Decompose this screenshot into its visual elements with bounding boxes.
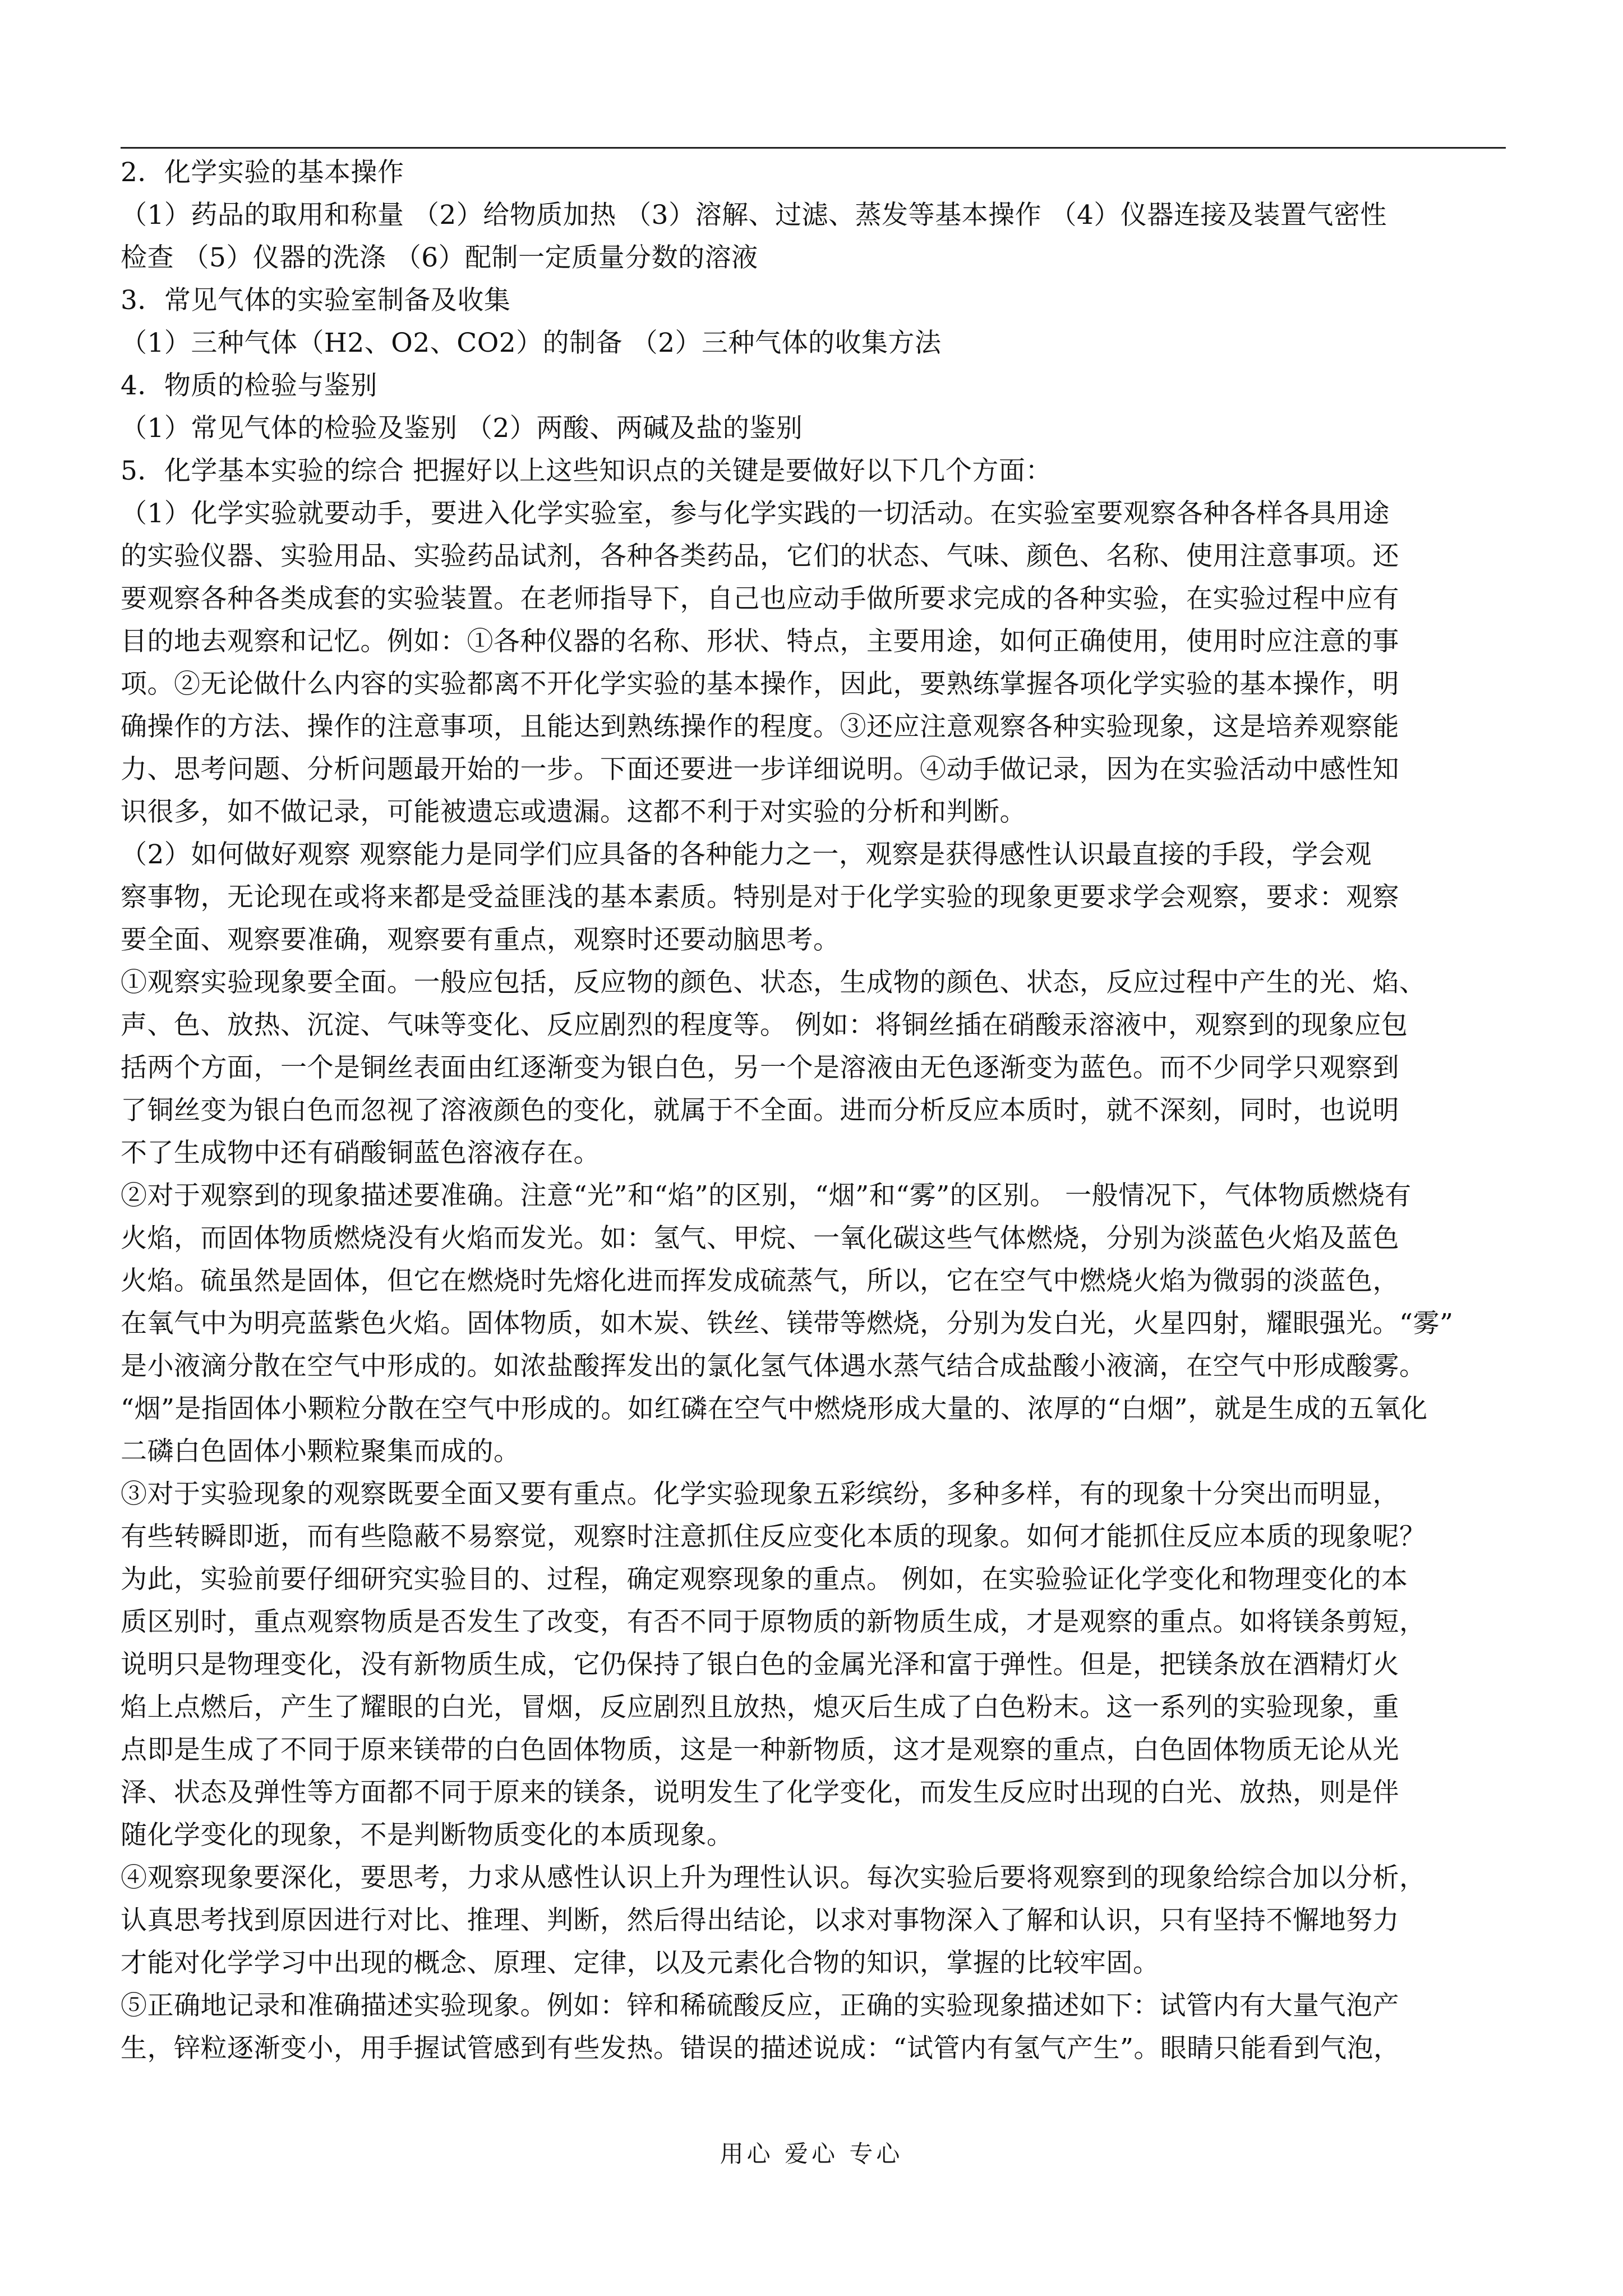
text-line: 为此，实验前要仔细研究实验目的、过程，确定观察现象的重点。 例如，在实验验证化学变化和物理变化的本 [121, 1564, 1408, 1595]
text-line: 要全面、观察要准确，观察要有重点，观察时还要动脑思考。 [121, 924, 840, 955]
text-line: （1）常见气体的检验及鉴别 （2）两酸、两碱及盐的鉴别 [121, 413, 803, 444]
text-line: 确操作的方法、操作的注意事项，且能达到熟练操作的程度。③还应注意观察各种实验现象，这是培养观察能 [121, 711, 1399, 742]
text-line: 认真思考找到原因进行对比、推理、判断，然后得出结论，以求对事物深入了解和认识，只有坚持不懈地努力 [121, 1905, 1399, 1936]
text-line: （1）药品的取用和称量 （2）给物质加热 （3）溶解、过滤、蒸发等基本操作 （4）仪器连接及装置气密性 [121, 200, 1387, 231]
text-line: 火焰。硫虽然是固体，但它在燃烧时先熔化进而挥发成硫蒸气，所以，它在空气中燃烧火焰为微弱的淡蓝色， [121, 1266, 1399, 1296]
text-line: 是小液滴分散在空气中形成的。如浓盐酸挥发出的氯化氢气体遇水蒸气结合成盐酸小液滴，在空气中形成酸雾。 [121, 1351, 1426, 1382]
text-line: 随化学变化的现象，不是判断物质变化的本质现象。 [121, 1820, 734, 1851]
page-footer: 用心 爱心 专心 [720, 2140, 903, 2168]
text-line: 点即是生成了不同于原来镁带的白色固体物质，这是一种新物质，这才是观察的重点，白色固体物质无论从光 [121, 1734, 1399, 1765]
text-line: 声、色、放热、沉淀、气味等变化、反应剧烈的程度等。 例如：将铜丝插在硝酸汞溶液中，观察到的现象应包 [121, 1010, 1408, 1041]
text-line: 质区别时，重点观察物质是否发生了改变，有否不同于原物质的新物质生成，才是观察的重点。如将镁条剪短， [121, 1607, 1426, 1637]
text-line: 不了生成物中还有硝酸铜蓝色溶液存在。 [121, 1138, 600, 1168]
text-line: （1）化学实验就要动手，要进入化学实验室，参与化学实践的一切活动。在实验室要观察各种各样各具用途 [121, 498, 1390, 529]
text-line: 力、思考问题、分析问题最开始的一步。下面还要进一步详细说明。④动手做记录，因为在实验活动中感性知 [121, 754, 1399, 785]
text-line: 二磷白色固体小颗粒聚集而成的。 [121, 1436, 520, 1467]
text-line: 泽、状态及弹性等方面都不同于原来的镁条，说明发生了化学变化，而发生反应时出现的白光、放热，则是伴 [121, 1777, 1399, 1808]
text-line: 要观察各种各类成套的实验装置。在老师指导下，自己也应动手做所要求完成的各种实验，在实验过程中应有 [121, 583, 1399, 614]
text-line: ④观察现象要深化，要思考，力求从感性认识上升为理性认识。每次实验后要将观察到的现象给综合加以分析， [121, 1862, 1426, 1893]
text-line: 识很多，如不做记录，可能被遗忘或遗漏。这都不利于对实验的分析和判断。 [121, 797, 1026, 827]
text-line: 项。②无论做什么内容的实验都离不开化学实验的基本操作，因此，要熟练掌握各项化学实验的基本操作，明 [121, 669, 1399, 700]
text-line: 的实验仪器、实验用品、实验药品试剂，各种各类药品，它们的状态、气味、颜色、名称、使用注意事项。还 [121, 541, 1399, 572]
text-line: ②对于观察到的现象描述要准确。注意“光”和“焰”的区别，“烟”和“雾”的区别。 一般情况下，气体物质燃烧有 [121, 1180, 1412, 1211]
heading-5-comprehensive: 5．化学基本实验的综合 把握好以上这些知识点的关键是要做好以下几个方面： [121, 455, 1052, 486]
header-rule [121, 147, 1506, 149]
text-line: 才能对化学学习中出现的概念、原理、定律，以及元素化合物的知识，掌握的比较牢固。 [121, 1948, 1160, 1978]
body-text [121, 151, 1506, 2104]
text-line: 说明只是物理变化，没有新物质生成，它仍保持了银白色的金属光泽和富于弹性。但是，把镁条放在酒精灯火 [121, 1649, 1399, 1680]
text-line: ①观察实验现象要全面。一般应包括，反应物的颜色、状态，生成物的颜色、状态，反应过程中产生的光、焰、 [121, 967, 1426, 998]
text-line: 括两个方面，一个是铜丝表面由红逐渐变为银白色，另一个是溶液由无色逐渐变为蓝色。而不少同学只观察到 [121, 1052, 1399, 1083]
text-line: 在氧气中为明亮蓝紫色火焰。固体物质，如木炭、铁丝、镁带等燃烧，分别为发白光，火星四射，耀眼强光。“雾” [121, 1308, 1454, 1339]
text-line: 察事物，无论现在或将来都是受益匪浅的基本素质。特别是对于化学实验的现象更要求学会观察，要求：观察 [121, 882, 1399, 913]
text-line: ⑤正确地记录和准确描述实验现象。例如：锌和稀硫酸反应，正确的实验现象描述如下：试管内有大量气泡产 [121, 1990, 1399, 2021]
text-line: 有些转瞬即逝，而有些隐蔽不易察觉，观察时注意抓住反应变化本质的现象。如何才能抓住反应本质的现象呢？ [121, 1521, 1426, 1552]
heading-4-identification: 4．物质的检验与鉴别 [121, 370, 377, 401]
text-line: “烟”是指固体小颗粒分散在空气中形成的。如红磷在空气中燃烧形成大量的、浓厚的“白烟”，就是生成的五氧化 [121, 1393, 1428, 1424]
text-line: 检查 （5）仪器的洗涤 （6）配制一定质量分数的溶液 [121, 242, 758, 273]
text-line: （1）三种气体（H2、O2、CO2）的制备 （2）三种气体的收集方法 [121, 328, 942, 358]
heading-2-basic-operations: 2．化学实验的基本操作 [121, 157, 404, 188]
text-line: 焰上点燃后，产生了耀眼的白光，冒烟，反应剧烈且放热，熄灭后生成了白色粉末。这一系列的实验现象，重 [121, 1692, 1399, 1723]
text-line: 火焰，而固体物质燃烧没有火焰而发光。如：氢气、甲烷、一氧化碳这些气体燃烧，分别为淡蓝色火焰及蓝色 [121, 1223, 1399, 1254]
text-line: ③对于实验现象的观察既要全面又要有重点。化学实验现象五彩缤纷，多种多样，有的现象十分突出而明显， [121, 1479, 1399, 1510]
text-line: 了铜丝变为银白色而忽视了溶液颜色的变化，就属于不全面。进而分析反应本质时，就不深刻，同时，也说明 [121, 1095, 1399, 1126]
heading-3-gas-preparation: 3．常见气体的实验室制备及收集 [121, 285, 511, 316]
text-line: 目的地去观察和记忆。例如：①各种仪器的名称、形状、特点，主要用途，如何正确使用，使用时应注意的事 [121, 626, 1399, 657]
text-line: （2）如何做好观察 观察能力是同学们应具备的各种能力之一，观察是获得感性认识最直接的手段，学会观 [121, 839, 1372, 870]
text-line: 生，锌粒逐渐变小，用手握试管感到有些发热。错误的描述说成：“试管内有氢气产生”。眼睛只能看到气泡， [121, 2033, 1400, 2064]
